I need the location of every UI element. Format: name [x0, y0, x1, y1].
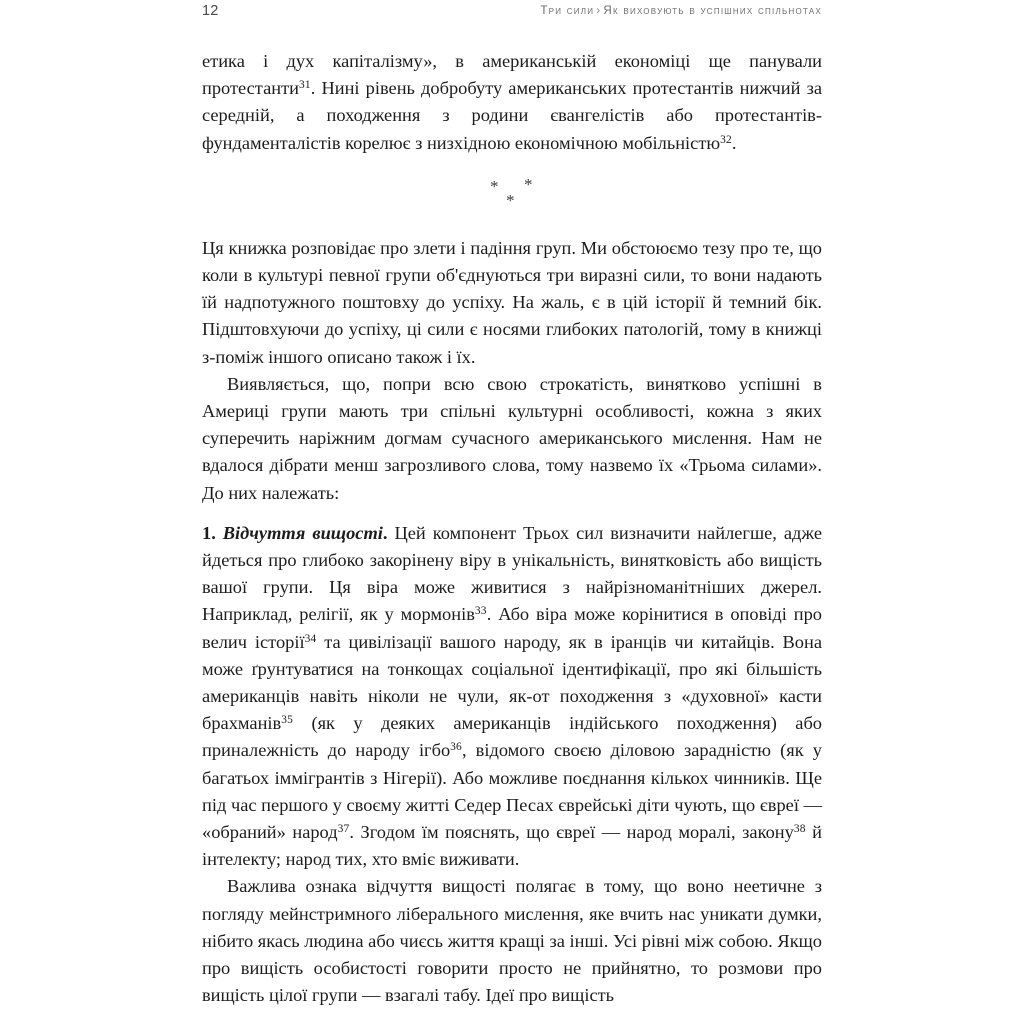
paragraph-text: , відомого своєю діловою зарадністю (як у багатьох іммігрантів з Нігерії). Або можливе поєднання кількох чинників. Ще під час першого у своєму житті Седер Песах єврейські діти чують, що євреї — «обраний» народ [202, 740, 822, 843]
force-term-period: . [382, 522, 388, 543]
running-head-book-section: Три сили [540, 4, 595, 18]
footnote-marker: 38 [793, 823, 806, 836]
paragraph-text: та цивілізації вашого народу, як в іранців чи китайців. Вона може ґрунтуватися на тонкощах соціальної ідентифікації, про які більшість американців навіть ніколи не чули, як-от походження з «духовної» касти брахманів [202, 631, 823, 734]
paragraph: Ця книжка розповідає про злети і падіння груп. Ми обстоюємо тезу про те, що коли в культурі певної групи об'єднуються три виразні сили, то вони надають їй надпотужного поштовху до успіху. На жаль, є в цій історії й темний бік. Підштовхуючи до успіху, ці сили є носями глибоких патологій, тому в книжці з-поміж іншого описано також і їх. [202, 237, 822, 367]
footnote-marker: 37 [337, 823, 350, 836]
asterisk-icon: * [490, 176, 499, 196]
paragraph-text: (як у деяких американців індійського походження) або приналежність до народу ігбо [202, 713, 822, 761]
paragraph-continued [202, 48, 822, 157]
footnote-marker: 34 [304, 632, 317, 645]
running-head-chapter-title: Як виховують в успішних спільнотах [603, 4, 822, 18]
footnote-marker: 31 [298, 79, 311, 92]
paragraph-numbered-force [202, 520, 822, 874]
paragraph-text: етика і дух капіталізму», в американській економіці ще панували протестанти [202, 51, 822, 99]
asterism-separator [202, 174, 822, 222]
running-head-title [540, 5, 822, 17]
footnote-marker: 36 [450, 741, 462, 754]
paragraph: Виявляється, що, попри всю свою строкатість, винятково успішні в Америці групи мають три спільні культурні особливості, кожна з яких суперечить наріжним догмам сучасного американського мислення. Нам не вдалося дібрати менш загрозливого слова, тому назвемо їх «Трьома силами». До них належать: [202, 373, 822, 503]
asterisk-icon: * [524, 174, 533, 194]
page-number: 12 [202, 2, 219, 19]
running-head [202, 0, 822, 22]
paragraph-text: . Згодом їм пояснять, що євреї — народ моралі, закону [349, 822, 794, 843]
paragraph-text: . Або віра може корінитися в оповіді про велич історії [202, 604, 822, 652]
chevron-right-icon: › [596, 4, 602, 18]
body-text-block [202, 48, 822, 1010]
asterisk-icon: * [506, 190, 515, 210]
list-number: 1. [202, 522, 216, 543]
footnote-marker: 33 [474, 605, 487, 618]
paragraph: Важлива ознака відчуття вищості полягає в тому, що воно неетичне з погляду мейнстримного ліберального мислення, яке вчить нас уникати думки, нібито якась людина або чиєсь життя кращі за інші. Усі рівні між собою. Якщо про вищість особистості говорити просто не прийнятно, то розмови про вищість цілої групи — взагалі табу. Ідеї про вищість [202, 876, 822, 1006]
force-term: Відчуття вищості [222, 522, 383, 543]
footnote-marker: 35 [281, 714, 294, 727]
paragraph-text: . Нині рівень добробуту американських протестантів нижчий за середній, а походження з родини євангелістів або протестантів-фундаменталістів корелює з низхідною економічною мобільністю [202, 78, 822, 153]
paragraph-text: . [731, 132, 737, 153]
footnote-marker: 32 [720, 133, 732, 146]
paragraph-text: й інтелекту; народ тих, хто вміє виживати. [202, 822, 822, 870]
paragraph-text: Цей компонент Трьох сил визначити найлегше, адже йдеться про глибоко закорінену віру в унікальність, винятковість або вищість вашої групи. Ця віра може живитися з найрізноманітніших джерел. Наприклад, релігії, як у мормонів [202, 522, 822, 625]
